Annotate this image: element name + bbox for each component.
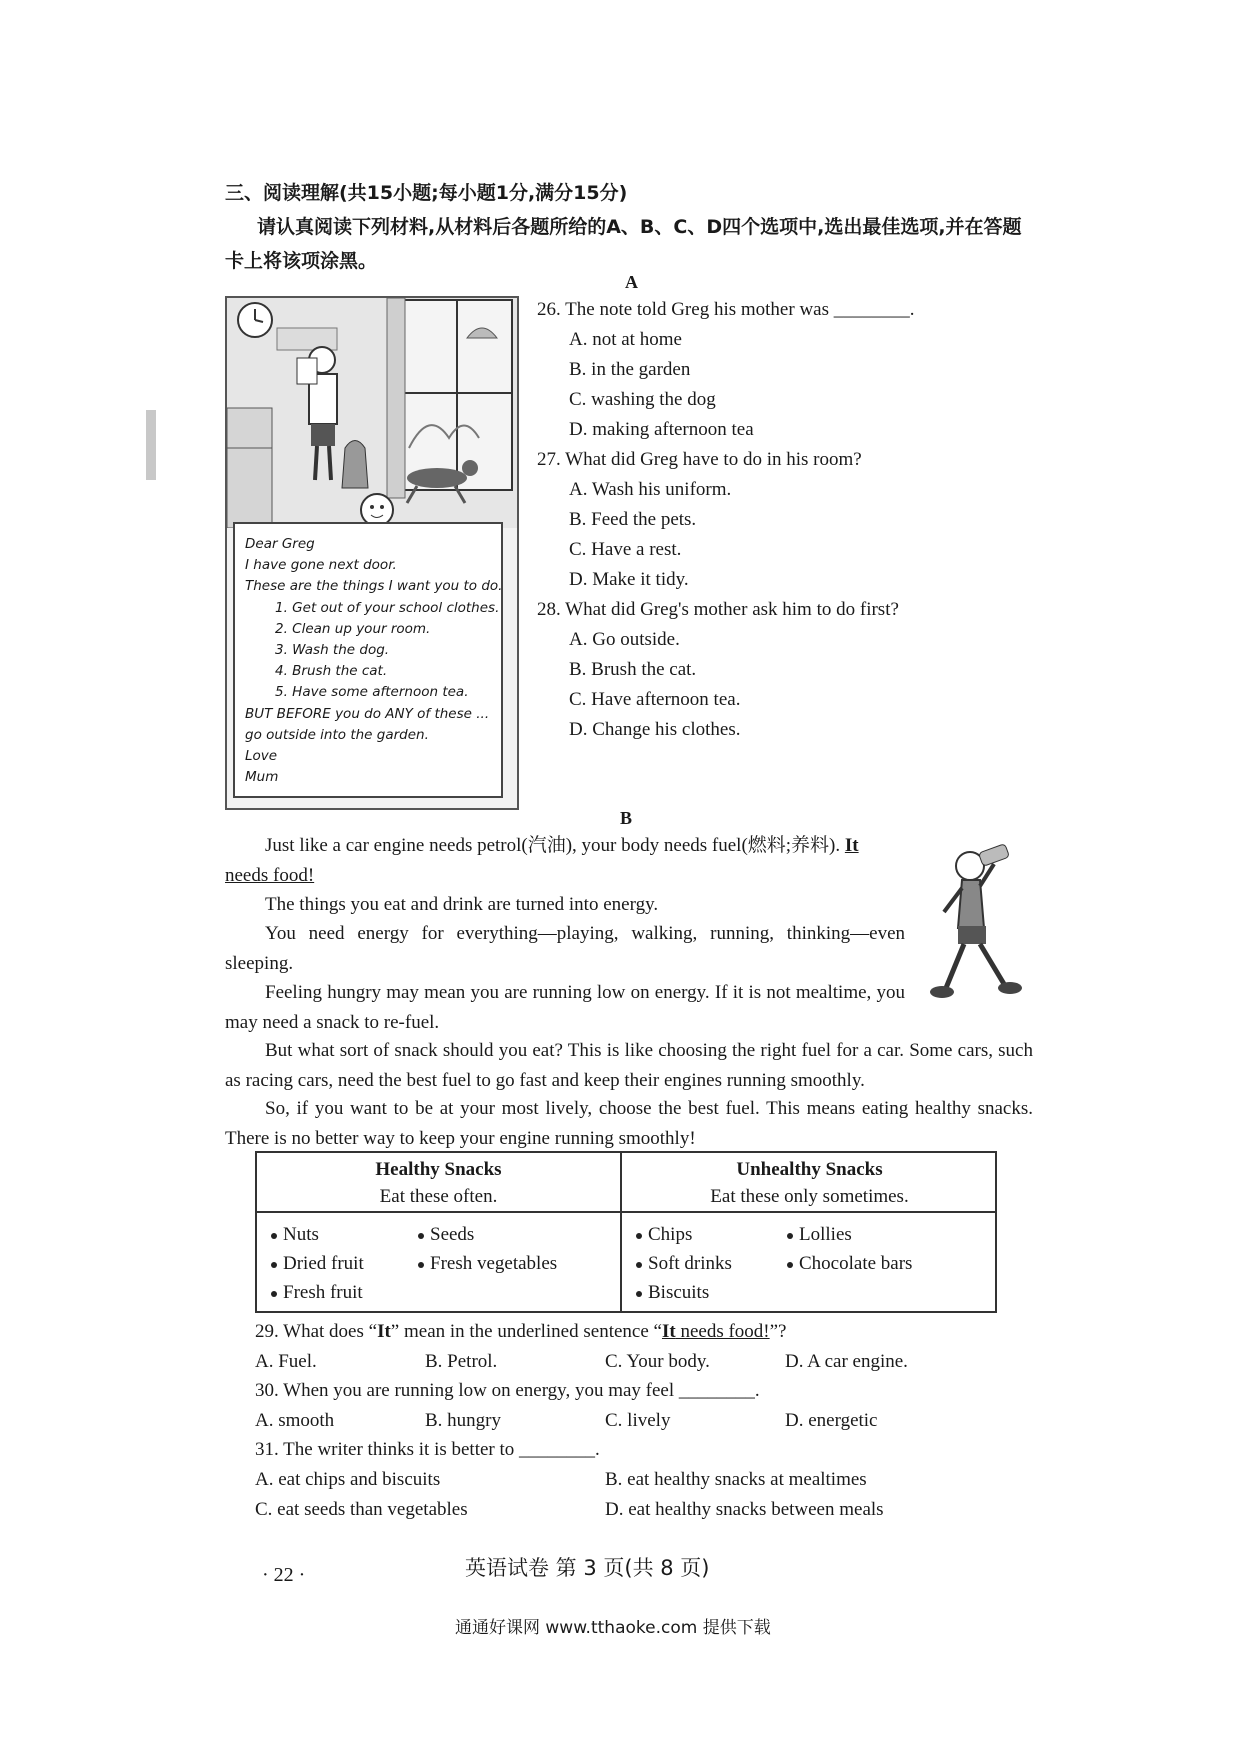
bullet-icon — [271, 1262, 277, 1268]
option: D. energetic — [785, 1410, 878, 1431]
bullet-icon — [636, 1233, 642, 1239]
page-footer: 英语试卷 第 3 页(共 8 页) — [465, 1556, 710, 1580]
passage-b-paragraph-3: You need energy for everything—playing, walking, running, thinking—even sleeping. — [225, 923, 905, 974]
note-line: These are the things I want you to do. — [245, 578, 503, 595]
option: C. lively — [605, 1410, 671, 1431]
option: C. Your body. — [605, 1351, 710, 1372]
note-line: 3. Wash the dog. — [275, 642, 390, 659]
kitchen-scene-illustration — [227, 298, 517, 528]
bullet-icon — [418, 1233, 424, 1239]
unhealthy-snacks-subheader: Eat these only sometimes. — [710, 1186, 909, 1207]
question-28: 28. What did Greg's mother ask him to do first? — [537, 599, 899, 620]
option: D. Make it tidy. — [569, 569, 689, 590]
question-27: 27. What did Greg have to do in his room? — [537, 449, 862, 470]
section-instruction: 请认真阅读下列材料,从材料后各题所给的A、B、C、D四个选项中,选出最佳选项,并在答题卡上将该项涂黑。 — [225, 216, 1022, 272]
note-line: 4. Brush the cat. — [275, 663, 388, 680]
option: B. Petrol. — [425, 1351, 498, 1372]
table-cell — [636, 1224, 692, 1246]
table-cell — [418, 1224, 474, 1246]
page-number: · 22 · — [262, 1564, 306, 1586]
mum-note — [233, 522, 503, 798]
question-29 — [255, 1321, 787, 1343]
passage-b-paragraph-2: The things you eat and drink are turned into energy. — [265, 894, 659, 915]
section-heading: 三、阅读理解(共15小题;每小题1分,满分15分) — [225, 182, 628, 204]
snack-item: Nuts — [283, 1224, 319, 1245]
snacks-table — [255, 1151, 997, 1313]
table-cell — [787, 1224, 852, 1246]
option: D. eat healthy snacks between meals — [605, 1499, 884, 1520]
option: A. Fuel. — [255, 1351, 317, 1372]
option: B. eat healthy snacks at mealtimes — [605, 1469, 867, 1490]
note-line: Love — [245, 748, 278, 765]
passage-b-paragraph-5: But what sort of snack should you eat? This is like choosing the right fuel for a car. Some cars, such as racing cars, need the best fuel to go fast and keep their engines running smoothly. — [225, 1040, 1033, 1091]
passage-a-illustration — [225, 296, 519, 810]
note-line: Dear Greg — [245, 536, 315, 552]
stem-text: It — [661, 1321, 676, 1342]
question-26: 26. The note told Greg his mother was ________. — [537, 299, 915, 320]
option: D. Change his clothes. — [569, 719, 741, 740]
note-line: 5. Have some afternoon tea. — [275, 684, 469, 701]
download-watermark: 通通好课网 www.tthaoke.com 提供下载 — [455, 1618, 771, 1638]
note-line: BUT BEFORE you do ANY of these ... — [245, 705, 490, 722]
stem-text: needs food! — [675, 1321, 770, 1342]
note-line: go outside into the garden. — [245, 726, 429, 743]
table-divider — [257, 1211, 995, 1213]
table-cell — [636, 1253, 732, 1275]
option: C. Have a rest. — [569, 539, 682, 560]
stem-text: 29. What does “ — [255, 1321, 378, 1342]
table-cell — [418, 1253, 557, 1275]
bullet-icon — [271, 1233, 277, 1239]
bullet-icon — [787, 1233, 793, 1239]
passage-b-paragraph-1 — [225, 831, 905, 890]
note-line: I have gone next door. — [245, 557, 397, 574]
snack-item: Fresh fruit — [283, 1282, 363, 1303]
note-line: 1. Get out of your school clothes. — [275, 599, 500, 616]
snack-item: Seeds — [430, 1224, 475, 1245]
stem-text: ”? — [769, 1321, 787, 1342]
part-a-label: A — [625, 272, 638, 292]
bullet-icon — [636, 1262, 642, 1268]
option: A. not at home — [569, 329, 682, 350]
table-cell — [271, 1253, 364, 1275]
unhealthy-snacks-header: Unhealthy Snacks — [736, 1159, 883, 1180]
bullet-icon — [418, 1262, 424, 1268]
table-cell — [271, 1224, 319, 1246]
option: D. A car engine. — [785, 1351, 908, 1372]
snack-item: Dried fruit — [283, 1253, 364, 1274]
question-30: 30. When you are running low on energy, you may feel ________. — [255, 1380, 760, 1401]
scan-edge-mark — [146, 410, 156, 480]
bullet-icon — [271, 1291, 277, 1297]
option: A. Wash his uniform. — [569, 479, 732, 500]
option: B. hungry — [425, 1410, 501, 1431]
question-31: 31. The writer thinks it is better to ________. — [255, 1439, 600, 1460]
snack-item: Lollies — [799, 1224, 852, 1245]
option: A. Go outside. — [569, 629, 680, 650]
underlined-it: It — [844, 835, 859, 856]
table-cell — [787, 1253, 912, 1275]
snack-item: Biscuits — [648, 1282, 710, 1303]
note-line: Mum — [245, 769, 279, 786]
healthy-snacks-subheader: Eat these often. — [379, 1186, 498, 1207]
table-cell — [636, 1282, 709, 1304]
option: B. in the garden — [569, 359, 691, 380]
bullet-icon — [636, 1291, 642, 1297]
part-b-label: B — [620, 808, 633, 828]
option: C. washing the dog — [569, 389, 716, 410]
stem-text: It — [377, 1321, 391, 1342]
snack-item: Chips — [648, 1224, 693, 1245]
option: B. Feed the pets. — [569, 509, 697, 530]
snack-item: Chocolate bars — [799, 1253, 913, 1274]
option: C. eat seeds than vegetables — [255, 1499, 468, 1520]
option: C. Have afternoon tea. — [569, 689, 741, 710]
option: D. making afternoon tea — [569, 419, 754, 440]
option: A. smooth — [255, 1410, 335, 1431]
passage-b-paragraph-4: Feeling hungry may mean you are running low on energy. If it is not mealtime, you may need a snack to re-fuel. — [225, 982, 905, 1033]
runner-drinking-illustration — [922, 838, 1032, 1008]
bullet-icon — [787, 1262, 793, 1268]
passage-b-paragraph-6: So, if you want to be at your most lively, choose the best fuel. This means eating healthy snacks. There is no better way to keep your engine running smoothly! — [225, 1098, 1033, 1149]
table-cell — [271, 1282, 363, 1304]
underlined-needs-food: needs food! — [225, 864, 315, 886]
snack-item: Soft drinks — [648, 1253, 732, 1274]
healthy-snacks-header: Healthy Snacks — [375, 1159, 502, 1180]
stem-text: ” mean in the underlined sentence “ — [390, 1321, 662, 1342]
option: A. eat chips and biscuits — [255, 1469, 441, 1490]
option: B. Brush the cat. — [569, 659, 697, 680]
paragraph-text: Just like a car engine needs petrol(汽油), your body needs fuel(燃料;养料). — [265, 835, 845, 856]
note-line: 2. Clean up your room. — [275, 620, 431, 637]
snack-item: Fresh vegetables — [430, 1253, 558, 1274]
